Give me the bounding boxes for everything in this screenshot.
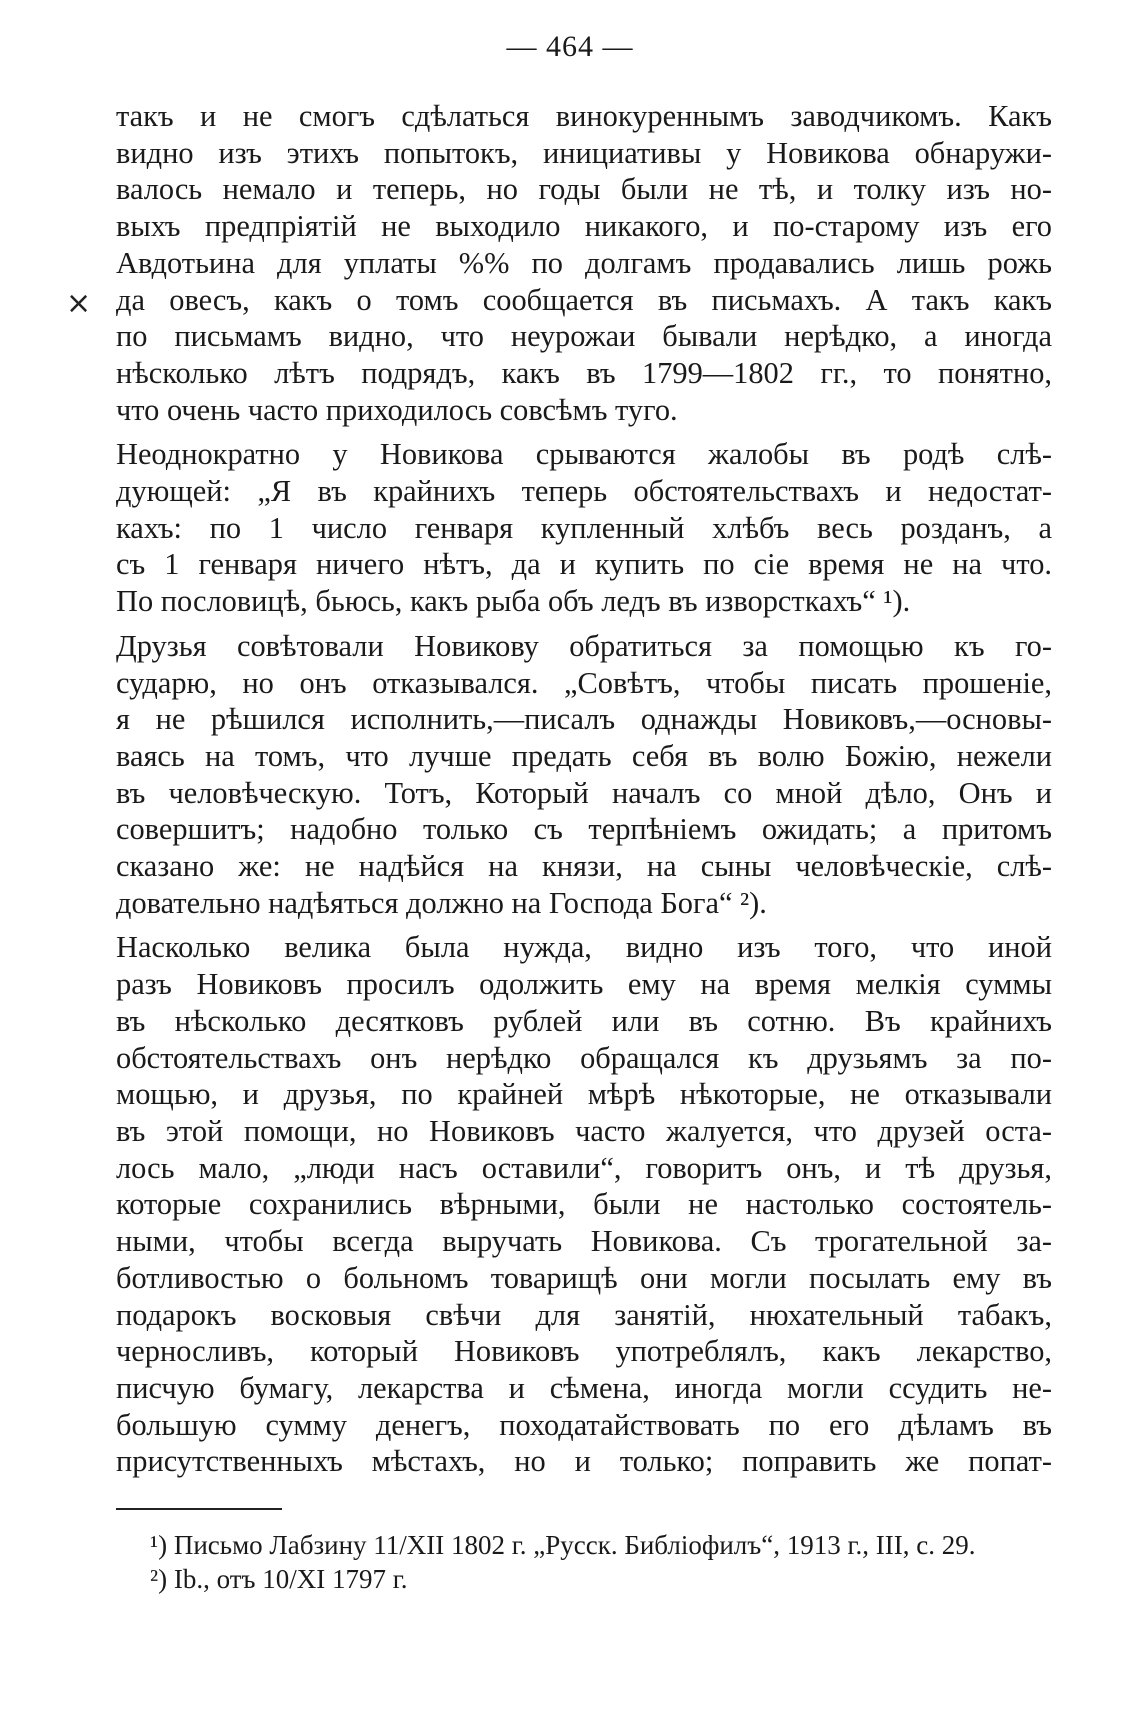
text-line: лось мало, „люди насъ оставили“, говоритъ онъ, и тѣ друзья, — [116, 1150, 1052, 1185]
text-line: ботливостью о больномъ товарищѣ они могли посылать ему въ — [116, 1260, 1052, 1295]
paragraph-4 — [116, 929, 1052, 1480]
text-line: кахъ: по 1 число генваря купленный хлѣбъ весь розданъ, а — [116, 510, 1052, 545]
text-line: въ человѣческую. Тотъ, Который началъ со мной дѣло, Онъ и — [116, 775, 1052, 810]
text-line: по письмамъ видно, что неурожаи бывали нерѣдко, а иногда — [116, 319, 1052, 354]
text-line: которые сохранились вѣрными, были не настолько состоятель- — [116, 1187, 1052, 1222]
text-line: видно изъ этихъ попытокъ, инициативы у Новикова обнаружи- — [116, 135, 1052, 170]
text-line: Авдотьина для уплаты %% по долгамъ продавались лишь рожь — [116, 245, 1052, 280]
body-text — [116, 98, 1052, 1480]
text-line: я не рѣшился исполнить,—писалъ однажды Новиковъ,—основы- — [116, 702, 1052, 737]
text-line: черносливъ, который Новиковъ употреблялъ, какъ лекарство, — [116, 1334, 1052, 1369]
text-line: сударю, но онъ отказывался. „Совѣтъ, чтобы писать прошеніе, — [116, 665, 1052, 700]
paragraph-3 — [116, 628, 1052, 922]
text-line: обстоятельствахъ онъ нерѣдко обращался къ друзьямъ за по- — [116, 1040, 1052, 1075]
paragraph-gap — [116, 428, 1052, 436]
text-line: ваясь на томъ, что лучше предать себя въ волю Божію, нежели — [116, 738, 1052, 773]
text-line: валось немало и теперь, но годы были не тѣ, и толку изъ но- — [116, 172, 1052, 207]
paragraph-gap — [116, 921, 1052, 929]
text-line: въ нѣсколько десятковъ рублей или въ сотню. Въ крайнихъ — [116, 1003, 1052, 1038]
footnote-1: ¹) Письмо Лабзину 11/XII 1802 г. „Русск. Библіофилъ“, 1913 г., III, с. 29. — [150, 1530, 976, 1560]
paragraph-2 — [116, 436, 1052, 620]
footnote-divider — [116, 1508, 282, 1510]
text-line: Друзья совѣтовали Новикову обратиться за помощью къ го- — [116, 628, 1052, 663]
text-line: писчую бумагу, лекарства и сѣмена, иногда могли ссудить не- — [116, 1370, 1052, 1405]
text-line: большую сумму денегъ, походатайствовать по его дѣламъ въ — [116, 1407, 1052, 1442]
text-line: ными, чтобы всегда выручать Новикова. Съ трогательной за- — [116, 1224, 1052, 1259]
text-line: разъ Новиковъ просилъ одолжить ему на время мелкія суммы — [116, 967, 1052, 1002]
text-line: Насколько велика была нужда, видно изъ того, что иной — [116, 930, 1052, 965]
text-line: съ 1 генваря ничего нѣтъ, да и купить по сіе время не на что. — [116, 547, 1052, 582]
text-line: присутственныхъ мѣстахъ, но и только; поправить же попат- — [116, 1444, 1052, 1479]
text-line: что очень часто приходилось совсѣмъ туго. — [116, 392, 678, 427]
text-line: нѣсколько лѣтъ подрядъ, какъ въ 1799—1802 гг., то понятно, — [116, 355, 1052, 390]
text-line: въ этой помощи, но Новиковъ часто жалуется, что друзей оста- — [116, 1113, 1052, 1148]
text-line: мощью, и друзья, по крайней мѣрѣ нѣкоторые, не отказывали — [116, 1077, 1052, 1112]
text-line: совершитъ; надобно только съ терпѣніемъ ожидать; а притомъ — [116, 812, 1052, 847]
paragraph-1 — [116, 98, 1052, 428]
paragraph-gap — [116, 620, 1052, 628]
footnotes — [150, 1528, 1056, 1596]
text-line: довательно надѣяться должно на Господа Бога“ ²). — [116, 885, 767, 920]
page-number: — 464 — — [506, 30, 634, 63]
text-line: дующей: „Я въ крайнихъ теперь обстоятельствахъ и недостат- — [116, 474, 1052, 509]
margin-cross-mark: × — [66, 286, 92, 321]
text-line: выхъ предпріятій не выходило никакого, и по-старому изъ его — [116, 209, 1052, 244]
footnote-2: ²) Ib., отъ 10/XI 1797 г. — [150, 1564, 408, 1594]
text-line: подарокъ восковыя свѣчи для занятій, нюхательный табакъ, — [116, 1297, 1052, 1332]
text-line: Неоднократно у Новикова срываются жалобы въ родѣ слѣ- — [116, 437, 1052, 472]
text-line: да овесъ, какъ о томъ сообщается въ письмахъ. А такъ какъ — [116, 282, 1052, 317]
text-line: такъ и не смогъ сдѣлаться винокуреннымъ заводчикомъ. Какъ — [116, 99, 1052, 133]
text-line: сказано же: не надѣйся на князи, на сыны человѣческіе, слѣ- — [116, 849, 1052, 884]
text-line: По пословицѣ, бьюсь, какъ рыба объ ледъ въ изворсткахъ“ ¹). — [116, 584, 911, 619]
